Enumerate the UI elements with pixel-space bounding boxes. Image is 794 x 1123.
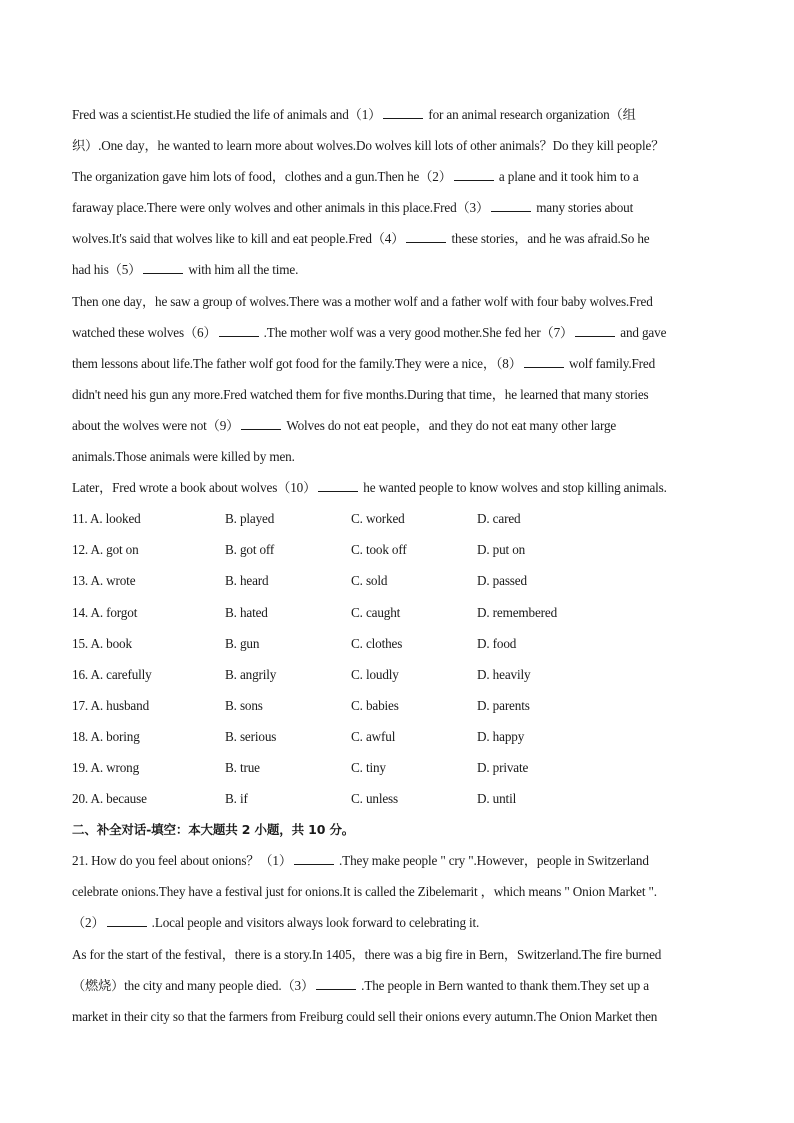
passage-line: Later，Fred wrote a book about wolves（10） he wanted people to know wolves and stop killing animals. [72,480,667,496]
question-row [72,597,722,628]
dialogue-line: As for the start of the festival，there is a story.In 1405，there was a big fire in Bern，Switzerland.The fire burned [72,946,662,962]
question-row [72,752,722,783]
option-a: 12. A. got on [72,542,139,558]
blank-3 [491,199,531,212]
option-c: C. worked [351,511,405,527]
option-c: C. sold [351,573,388,589]
blank-4 [406,230,446,243]
dialogue-line: 21. How do you feel about onions？（1） .They make people " cry ".However，people in Switzerland [72,853,649,869]
option-d: D. heavily [477,666,531,682]
option-c: C. babies [351,697,399,713]
question-row [72,659,722,690]
option-a: 20. A. because [72,791,147,807]
option-a: 11. A. looked [72,511,141,527]
option-c: C. awful [351,728,396,744]
option-c: C. loudly [351,666,399,682]
question-row [72,565,722,596]
section-2 [72,814,722,1032]
passage-line: watched these wolves（6） .The mother wolf was a very good mother.She fed her（7） and gave [72,324,667,340]
passage-line: had his（5） with him all the time. [72,262,299,278]
option-c: C. clothes [351,635,403,651]
blank-6 [219,324,259,337]
blank-s2-1 [294,852,334,865]
option-d: D. parents [477,697,530,713]
option-d: D. private [477,759,529,775]
option-d: D. passed [477,573,527,589]
option-a: 14. A. forgot [72,604,138,620]
content [72,99,722,1032]
option-b: B. sons [225,697,263,713]
option-a: 15. A. book [72,635,132,651]
option-c: C. unless [351,791,399,807]
section-heading: 二、补全对话-填空：本大题共 2 小题，共 10 分。 [72,822,355,838]
blank-5 [143,261,183,274]
option-a: 13. A. wrote [72,573,136,589]
blank-9 [241,417,281,430]
option-a: 16. A. carefully [72,666,152,682]
question-row [72,628,722,659]
option-d: D. cared [477,511,521,527]
option-a: 17. A. husband [72,697,150,713]
passage-line: animals.Those animals were killed by men. [72,449,295,465]
question-row [72,503,722,534]
option-d: D. put on [477,542,526,558]
option-b: B. serious [225,728,277,744]
dialogue-line: （2） .Local people and visitors always look forward to celebrating it. [72,915,480,931]
blank-7 [575,324,615,337]
question-row [72,534,722,565]
question-row [72,783,722,814]
option-c: C. took off [351,542,407,558]
passage-line: didn't need his gun any more.Fred watched them for five months.During that time，he learned that many stories [72,386,649,402]
option-c: C. caught [351,604,401,620]
option-b: B. played [225,511,275,527]
option-b: B. gun [225,635,260,651]
dialogue-line: （燃烧）the city and many people died.（3） .The people in Bern wanted to thank them.They set up a [72,977,649,993]
option-b: B. true [225,759,260,775]
passage-line: Then one day，he saw a group of wolves.There was a mother wolf and a father wolf with four baby wolves.Fred [72,293,653,309]
passage-line: faraway place.There were only wolves and other animals in this place.Fred（3） many stories about [72,200,634,216]
passage-line: Fred was a scientist.He studied the life of animals and（1） for an animal research organization（组 [72,107,636,122]
question-row [72,690,722,721]
option-d: D. food [477,635,517,651]
passage-line: The organization gave him lots of food，clothes and a gun.Then he（2） a plane and it took him to a [72,169,639,185]
passage-line: wolves.It's said that wolves like to kill and eat people.Fred（4） these stories，and he was afraid.So he [72,231,650,247]
option-d: D. happy [477,728,525,744]
option-b: B. heard [225,573,269,589]
option-a: 19. A. wrong [72,759,140,775]
blank-10 [318,479,358,492]
option-d: D. remembered [477,604,558,620]
option-d: D. until [477,791,517,807]
question-list [72,503,722,814]
passage-line: 织）.One day，he wanted to learn more about wolves.Do wolves kill lots of other animals？Do they kill people？ [72,138,665,154]
option-b: B. hated [225,604,268,620]
dialogue-line: celebrate onions.They have a festival just for onions.It is called the Zibelemarit ，which means " Onion Market ". [72,884,657,900]
passage-line: about the wolves were not（9） Wolves do not eat people，and they do not eat many other large [72,417,617,433]
passage-line: them lessons about life.The father wolf got food for the family.They were a nice，（8） wolf family.Fred [72,355,656,371]
dialogue-line: market in their city so that the farmers from Freiburg could sell their onions every autumn.The Onion Market then [72,1008,658,1024]
option-c: C. tiny [351,759,386,775]
blank-2 [454,168,494,181]
option-b: B. got off [225,542,275,558]
blank-s2-3 [316,977,356,990]
option-a: 18. A. boring [72,728,140,744]
option-b: B. angrily [225,666,277,682]
question-row [72,721,722,752]
passage [72,99,722,503]
blank-s2-2 [107,914,147,927]
blank-8 [524,355,564,368]
blank-1 [383,106,423,119]
option-b: B. if [225,791,248,807]
